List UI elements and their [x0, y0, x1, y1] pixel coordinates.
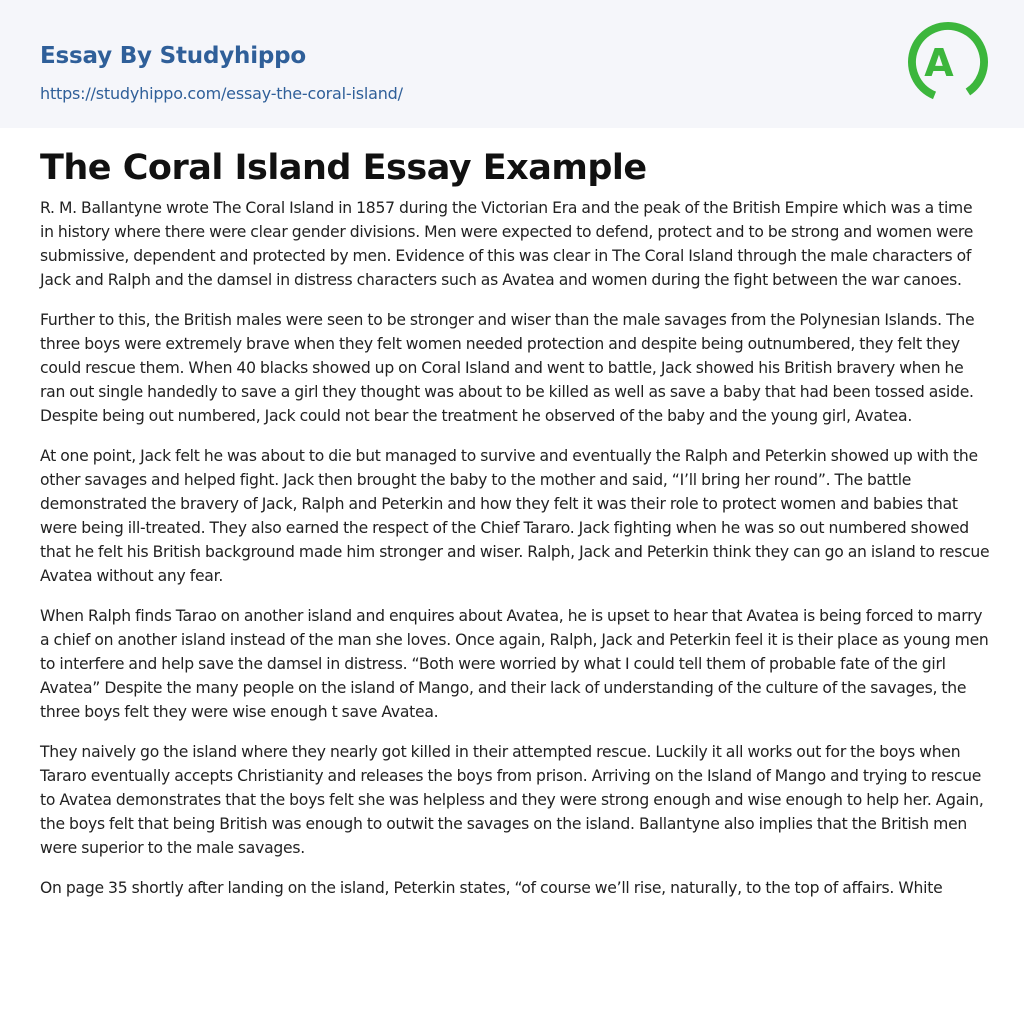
essay-paragraph-6: On page 35 shortly after landing on the island, Peterkin states, “of course we’ll rise, naturally, to the top of affairs. White	[40, 879, 943, 897]
essay-paragraph-2: Further to this, the British males were seen to be stronger and wiser than the male savages from the Polynesian Islands. The three boys were extremely brave when they felt women needed protection and despite being outnumbered, they felt they could rescue them. When 40 blacks showed up on Coral Island and went to battle, Jack showed his British bravery when he ran out single handedly to save a girl they thought was about to be killed as well as save a baby that had been tossed aside. Despite being out numbered, Jack could not bear the treatment he observed of the baby and the young girl, Avatea.	[40, 311, 975, 425]
studyhippo-logo-icon[interactable]	[908, 18, 988, 106]
logo-letter: A	[924, 41, 954, 85]
essay-paragraph-5: They naively go the island where they nearly got killed in their attempted rescue. Luckily it all works out for the boys when Tararo eventually accepts Christianity and releases the boys from prison. Arriving on the Island of Mango and trying to rescue to Avatea demonstrates that the boys felt she was helpless and they were strong enough and wise enough to help her. Again, the boys felt that being British was enough to outwit the savages on the island. Ballantyne also implies that the British men were superior to the male savages.	[40, 743, 984, 857]
essay-paragraph-4: When Ralph finds Tarao on another island and enquires about Avatea, he is upset to hear that Avatea is being forced to marry a chief on another island instead of the man she loves. Once again, Ralph, Jack and Peterkin feel it is their place as young men to interfere and help save the damsel in distress. “Both were worried by what I could tell them of probable fate of the girl Avatea” Despite the many people on the island of Mango, and their lack of understanding of the culture of the savages, the three boys felt they were wise enough t save Avatea.	[40, 607, 989, 721]
essay-paragraph-3: At one point, Jack felt he was about to die but managed to survive and eventually the Ralph and Peterkin showed up with the other savages and helped fight. Jack then brought the baby to the mother and said, “I’ll bring her round”. The battle demonstrated the bravery of Jack, Ralph and Peterkin and how they felt it was their role to protect women and babies that were being ill-treated. They also earned the respect of the Chief Tararo. Jack fighting when he was so out numbered showed that he felt his British background made him stronger and wiser. Ralph, Jack and Peterkin think they can go an island to rescue Avatea without any fear.	[40, 447, 990, 585]
essay-title: The Coral Island Essay Example	[40, 148, 647, 188]
site-title[interactable]: Essay By Studyhippo	[40, 43, 307, 69]
essay-paragraph-1: R. M. Ballantyne wrote The Coral Island in 1857 during the Victorian Era and the peak of the British Empire which was a time in history where there were clear gender divisions. Men were expected to defend, protect and to be strong and women were submissive, dependent and protected by men. Evidence of this was clear in The Coral Island through the male characters of Jack and Ralph and the damsel in distress characters such as Avatea and women during the fight between the war canoes.	[40, 199, 974, 289]
essay-url-link[interactable]: https://studyhippo.com/essay-the-coral-island/	[40, 84, 403, 103]
site-header	[0, 0, 1024, 128]
article	[40, 146, 990, 916]
